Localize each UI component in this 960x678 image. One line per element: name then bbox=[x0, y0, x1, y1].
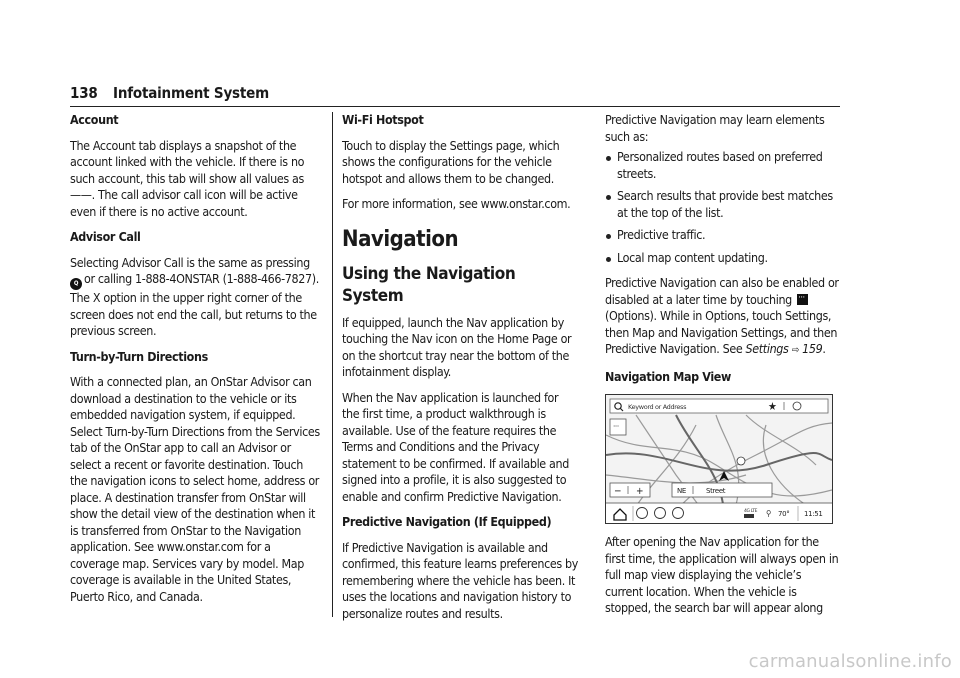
bullet-icon bbox=[605, 149, 617, 182]
pred-intro: Predictive Navigation may learn elements such as: bbox=[605, 112, 825, 144]
favorite-icon[interactable]: ★ bbox=[768, 400, 777, 413]
map-drawing bbox=[606, 395, 832, 523]
svg-text:···: ··· bbox=[613, 422, 619, 431]
bullet-icon bbox=[605, 227, 617, 244]
page-number: 138 bbox=[70, 84, 98, 102]
bullet-item: Search results that provide best matches at the top of the list. bbox=[605, 188, 841, 221]
wifi-text: Touch to display the Settings page, which shows the configurations for the vehicle hotspot and allows them to be changed. bbox=[342, 137, 560, 186]
options-icon bbox=[797, 294, 808, 305]
heading-direction: NE bbox=[677, 487, 686, 495]
advisor-post: or calling 1-888-4ONSTAR (1-888-466-7827). The X option in the upper right corner of the screen does not end the call, but returns to the previous screen. bbox=[70, 271, 319, 338]
tbt-heading: Turn-by-Turn Directions bbox=[70, 348, 208, 364]
advisor-pre: Selecting Advisor Call is the same as pressing bbox=[70, 254, 310, 270]
using-title: Using the Navigation System bbox=[342, 263, 516, 306]
bullet-item: Personalized routes based on preferred streets. bbox=[605, 149, 841, 182]
pred-text: If Predictive Navigation is available and confirmed, this feature learns preferences by remembering where the vehicle has been. It uses the locations and navigation history to personalize routes and results. bbox=[342, 539, 578, 621]
watermark: carmanualsonline.info bbox=[748, 651, 952, 672]
settings-link[interactable]: Settings bbox=[745, 341, 789, 356]
section-title: Infotainment System bbox=[113, 84, 269, 102]
current-street: Street bbox=[706, 487, 726, 495]
map-heading: Navigation Map View bbox=[605, 368, 731, 384]
bullet-item: Predictive traffic. bbox=[605, 227, 841, 244]
wifi-heading: Wi-Fi Hotspot bbox=[342, 112, 424, 127]
advisor-heading: Advisor Call bbox=[70, 229, 141, 244]
nav-title: Navigation bbox=[342, 226, 459, 252]
using-text: If equipped, launch the Nav application by touching the Nav icon on the Home Page or on the shortcut tray near the bottom of the infotainment display. bbox=[342, 314, 572, 379]
after-text: After opening the Nav application for the first time, the application will always open in full map view displaying the vehicle’s current location. When the vehicle is stopped, the search bar will appear along bbox=[605, 534, 839, 615]
bullet-item: Local map content updating. bbox=[605, 250, 841, 267]
clock-time: 11:51 bbox=[804, 510, 823, 518]
signal-indicator: 4G LTE bbox=[744, 509, 758, 514]
page-header bbox=[70, 84, 840, 107]
pred-heading: Predictive Navigation (If Equipped) bbox=[342, 514, 552, 529]
enable-text: Predictive Navigation can also be enabled or disabled at a later time by touching ··· (Options). While in Options, touch Settings, then Map and Navigation Settings, and then Predictive Navigation. See Settings ⇨ 159. bbox=[605, 275, 841, 360]
svg-text:+: + bbox=[636, 486, 644, 497]
map-search-input[interactable]: Keyword or Address bbox=[628, 403, 687, 411]
column-3 bbox=[605, 112, 841, 626]
nav-map-image bbox=[605, 394, 833, 524]
temperature: 70° bbox=[778, 510, 790, 518]
launch-text: When the Nav application is launched for the first time, a product walkthrough is available. Use of the feature requires the Terms and Conditions and the Privacy statement to be confirmed. If available and signed into a profile, it is also suggested to enable and confirm Predictive Navigation. bbox=[342, 389, 569, 504]
column-1 bbox=[70, 112, 322, 614]
bullet-icon bbox=[605, 250, 617, 267]
location-pin-icon: ⚲ bbox=[766, 509, 771, 518]
column-2 bbox=[342, 112, 578, 631]
account-text: The Account tab displays a snapshot of the account linked with the vehicle. If there is no such account, this tab will show all values as ——. The call advisor call icon will be active even if there is no active account. bbox=[70, 137, 305, 219]
page-ref-icon: ⇨ bbox=[791, 345, 799, 356]
account-heading: Account bbox=[70, 112, 119, 127]
more-info: For more information, see www.onstar.com. bbox=[342, 196, 571, 211]
bullet-icon bbox=[605, 188, 617, 221]
advisor-text bbox=[70, 255, 322, 340]
tbt-text: With a connected plan, an OnStar Advisor can download a destination to the vehicle or its embedded navigation system, if equipped. Select Turn-by-Turn Directions from the Services tab of the OnStar app to call an Advisor or select a recent or favorite destination. Touch the navigation icons to select home, address or place. A destination transfer from OnStar will show the detail view of the destination when it is transferred from OnStar to the Navigation application. See www.onstar.com for a coverage map. Services vary by model. Map coverage is available in the United States, Puerto Rico, and Canada. bbox=[70, 374, 320, 604]
column-divider bbox=[332, 112, 333, 617]
onstar-icon: Q bbox=[70, 278, 82, 290]
svg-text:−: − bbox=[614, 486, 622, 497]
settings-page[interactable]: 159 bbox=[802, 341, 823, 356]
